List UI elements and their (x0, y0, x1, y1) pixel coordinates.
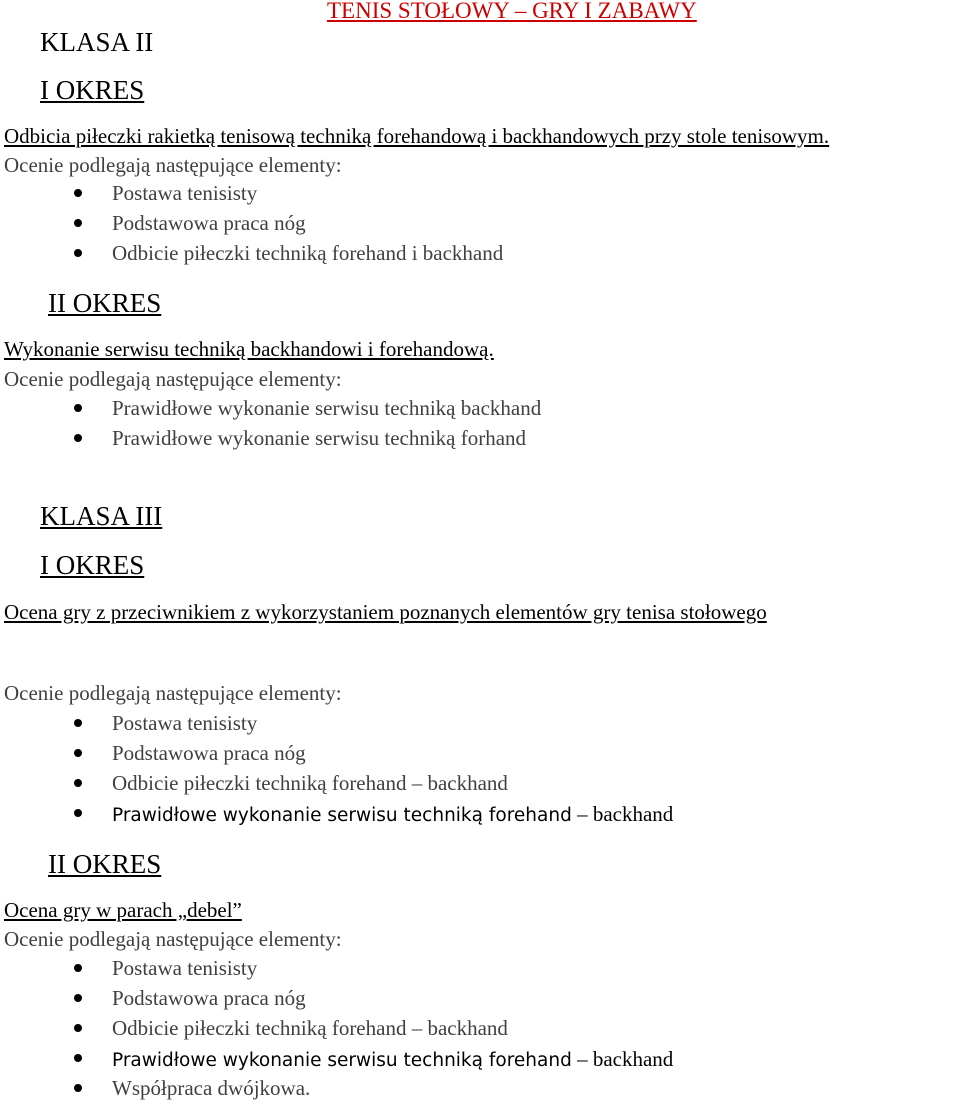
klasa-ii-okres-1-description: Odbicia piłeczki rakietką tenisową techniką forehandową i backhandowych przy stole tenisowym. (4, 124, 830, 148)
bullet-dot (74, 189, 82, 197)
bullet-dot (74, 404, 82, 412)
klasa-iii-okres-1-description: Ocena gry z przeciwnikiem z wykorzystaniem poznanych elementów gry tenisa stołowego (4, 600, 767, 624)
bullet-dot (74, 809, 82, 817)
bullet-dot (74, 434, 82, 442)
klasa-iii-okres-2-heading: II OKRES (48, 849, 162, 879)
list-item: Podstawowa praca nóg (112, 741, 306, 765)
list-item-tail: – backhand (571, 802, 674, 826)
list-item (112, 802, 673, 827)
bullet-dot (74, 719, 82, 727)
bullet-dot (74, 1054, 82, 1062)
klasa-ii-okres-2-criteria-intro: Ocenie podlegają następujące elementy: (4, 367, 342, 391)
list-item: Współpraca dwójkowa. (112, 1076, 311, 1100)
list-item: Prawidłowe wykonanie serwisu techniką backhand (112, 396, 542, 420)
klasa-ii-okres-2-heading: II OKRES (48, 288, 162, 318)
list-item: Odbicie piłeczki techniką forehand i backhand (112, 241, 504, 265)
klasa-iii-okres-1-criteria-intro: Ocenie podlegają następujące elementy: (4, 681, 342, 705)
bullet-dot (74, 249, 82, 257)
list-item (112, 1047, 673, 1072)
bullet-dot (74, 779, 82, 787)
list-item-main: Prawidłowe wykonanie serwisu techniką forehand (112, 805, 572, 826)
bullet-dot (74, 219, 82, 227)
klasa-ii-heading: KLASA II (40, 27, 154, 57)
list-item: Podstawowa praca nóg (112, 986, 306, 1010)
list-item-main: Prawidłowe wykonanie serwisu techniką forehand (112, 1050, 572, 1071)
document-title: TENIS STOŁOWY – GRY I ZABAWY (327, 0, 697, 23)
list-item: Podstawowa praca nóg (112, 211, 306, 235)
klasa-ii-okres-1-heading: I OKRES (40, 75, 145, 105)
list-item: Odbicie piłeczki techniką forehand – backhand (112, 1016, 508, 1040)
klasa-iii-okres-2-description: Ocena gry w parach „debel” (4, 898, 242, 922)
list-item-tail: – backhand (571, 1047, 674, 1071)
list-item: Postawa tenisisty (112, 181, 258, 205)
bullet-dot (74, 749, 82, 757)
bullet-dot (74, 964, 82, 972)
klasa-iii-okres-2-criteria-intro: Ocenie podlegają następujące elementy: (4, 927, 342, 951)
bullet-dot (74, 1024, 82, 1032)
list-item: Prawidłowe wykonanie serwisu techniką forhand (112, 426, 527, 450)
list-item: Odbicie piłeczki techniką forehand – backhand (112, 771, 508, 795)
bullet-dot (74, 1084, 82, 1092)
bullet-dot (74, 994, 82, 1002)
list-item: Postawa tenisisty (112, 956, 258, 980)
klasa-iii-heading: KLASA III (40, 501, 163, 531)
klasa-ii-okres-2-description: Wykonanie serwisu techniką backhandowi i forehandową. (4, 337, 494, 361)
list-item: Postawa tenisisty (112, 711, 258, 735)
klasa-iii-okres-1-heading: I OKRES (40, 550, 145, 580)
klasa-ii-okres-1-criteria-intro: Ocenie podlegają następujące elementy: (4, 153, 342, 177)
